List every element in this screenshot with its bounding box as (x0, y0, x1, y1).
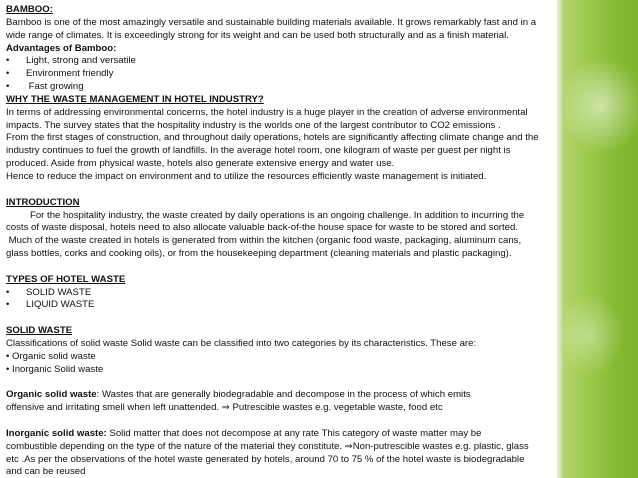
section-heading: INTRODUCTION (6, 196, 80, 208)
text-line: and can be reused (6, 466, 86, 478)
bullet-marker: • (6, 81, 10, 93)
section-heading: SOLID WASTE (6, 325, 73, 337)
text-line: In terms of addressing environmental concerns, the hotel industry is a huge player in the creation of adverse environmental (6, 106, 528, 118)
term-definition: : Wastes that are generally biodegradable and decompose in the process of which emits (96, 389, 471, 401)
text-line (6, 389, 552, 402)
bullet-item (6, 68, 552, 81)
blank-line (6, 184, 552, 197)
bullet-item (6, 287, 552, 300)
section-heading: TYPES OF HOTEL WASTE (6, 273, 126, 285)
bullet-marker: • (6, 286, 10, 298)
text-line: • Organic solid waste (6, 350, 96, 362)
text-line: produced. Aside from physical waste, hotels also generate extensive energy and water use. (6, 158, 395, 170)
blank-line (6, 415, 552, 428)
blank-line (6, 312, 552, 325)
decorative-stripe (557, 0, 562, 478)
text-line (6, 428, 552, 441)
bullet-marker: • (6, 55, 10, 67)
green-decorative-panel (557, 0, 638, 478)
bullet-marker: • (6, 68, 10, 80)
text-line: Classifications of solid waste Solid waste can be classified into two categories by its characteristics. These are: (6, 337, 477, 349)
section-heading: WHY THE WASTE MANAGEMENT IN HOTEL INDUSTRY? (6, 93, 264, 105)
term-label: Organic solid waste (6, 389, 97, 401)
bullet-text: SOLID WASTE (26, 286, 92, 298)
text-line: offensive and irritating smell when left unattended. ⇒ Putrescible wastes e.g. vegetable waste, food etc (6, 402, 443, 414)
bullet-text: Environment friendly (26, 68, 114, 80)
blank-line (6, 261, 552, 274)
text-line: industry continues to fuel the growth of landfills. In the average hotel room, one kilogram of waste per guest per night is (6, 145, 511, 157)
bullet-item (6, 55, 552, 68)
text-line: • Inorganic Solid waste (6, 363, 104, 375)
text-line: glass bottles, corks and cooking oils), or from the housekeeping department (cleaning materials and plastic packaging). (6, 248, 512, 260)
bullet-text: Fast growing (26, 81, 84, 93)
text-line: costs of waste disposal, hotels need to also allocate valuable back-of-the house space for waste to be stored and sorted. (6, 222, 518, 234)
term-definition: Solid matter that does not decompose at any rate This category of waste matter may be (106, 427, 482, 439)
text-line: etc .As per the observations of the hotel waste generated by hotels, around 70 to 75 % of the hotel waste is biodegradable (6, 453, 525, 465)
bullet-text: Light, strong and versatile (26, 55, 136, 67)
text-line: Hence to reduce the impact on environment and to utilize the resources efficiently waste management is initiated. (6, 170, 487, 182)
bullet-text: LIQUID WASTE (26, 299, 95, 311)
text-line: For the hospitality industry, the waste created by daily operations is an ongoing challenge. In addition to incurring the (6, 209, 525, 221)
section-heading: BAMBOO: (6, 4, 53, 15)
text-line: combustible depending on the type of the nature of the material they constitute. ⇒Non-putrescible wastes e.g. plastic, glass (6, 440, 529, 452)
blank-line (6, 376, 552, 389)
text-line: wide range of climates. It is exceedingly strong for its weight and can be used both structurally and as a finish material. (6, 29, 509, 41)
text-line: Bamboo is one of the most amazingly versatile and sustainable building materials available. It grows remarkably fast and in a (6, 16, 537, 28)
text-line: Much of the waste created in hotels is generated from within the kitchen (organic food waste, packaging, aluminum cans, (6, 235, 522, 247)
document-text-box (6, 4, 552, 478)
subheading: Advantages of Bamboo: (6, 42, 117, 54)
bullet-marker: • (6, 299, 10, 311)
term-label: Inorganic solid waste: (6, 427, 107, 439)
bullet-item (6, 81, 552, 94)
bullet-item (6, 299, 552, 312)
text-line: impacts. The survey states that the hospitality industry is the worlds one of the largest contributor to CO2 emissions . (6, 119, 501, 131)
text-line: From the first stages of construction, and throughout daily operations, hotels are significantly affecting climate change and the (6, 132, 539, 144)
